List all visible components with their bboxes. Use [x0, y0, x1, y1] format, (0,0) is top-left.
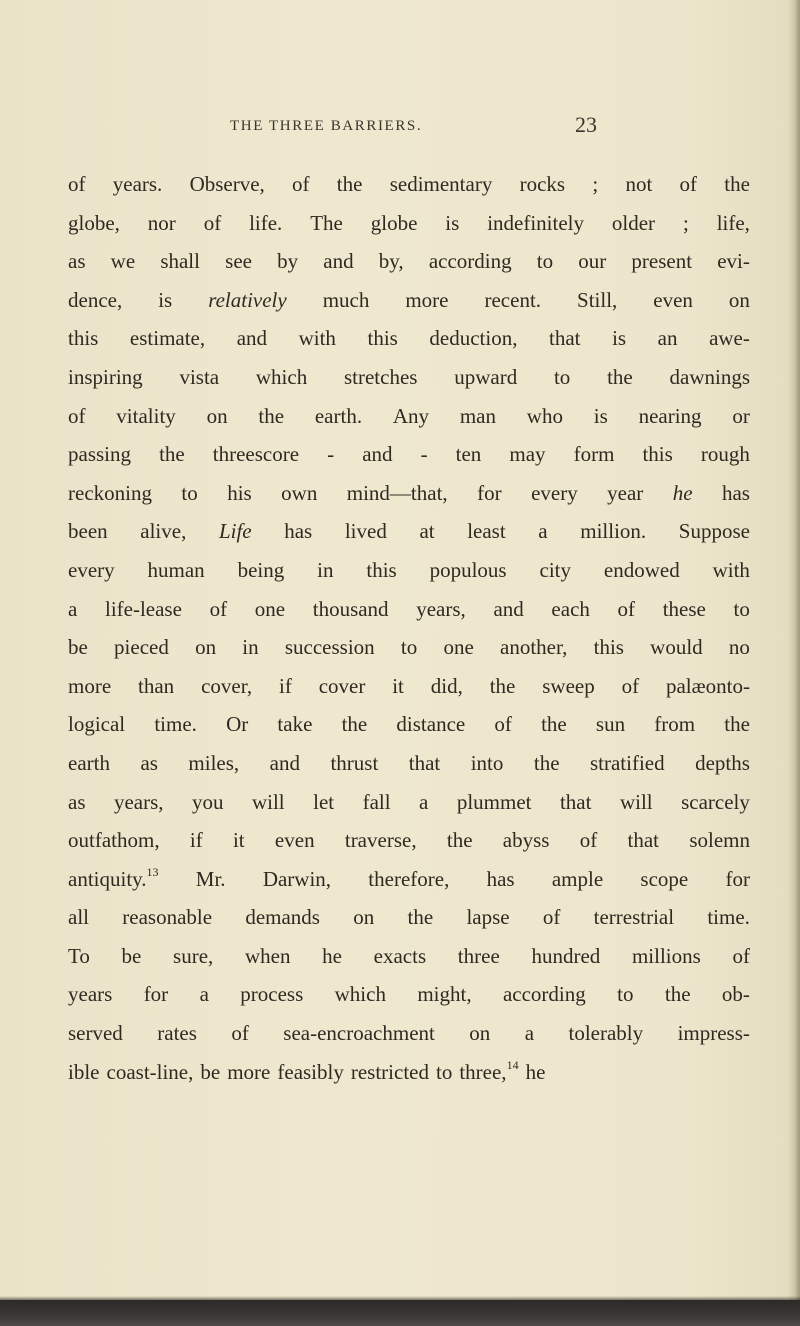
- word: earth.: [314, 403, 363, 428]
- word: Observe,: [189, 172, 265, 196]
- word: the: [541, 712, 567, 737]
- word: if: [189, 828, 203, 853]
- word: the: [159, 442, 185, 467]
- footnote-marker: 13: [146, 864, 159, 879]
- word: and: [323, 249, 354, 274]
- word: who: [526, 403, 563, 428]
- word: impress-: [677, 1021, 750, 1046]
- word: every: [531, 480, 578, 505]
- text-line: [68, 590, 750, 629]
- word: been: [68, 519, 108, 544]
- word: by: [277, 249, 299, 274]
- word: form: [573, 442, 615, 467]
- word: To: [68, 943, 90, 968]
- word: and: [362, 442, 393, 467]
- word: which: [255, 364, 308, 389]
- word: indefinitely: [487, 210, 585, 235]
- word: for: [725, 866, 750, 891]
- word: a: [199, 982, 209, 1007]
- word: another,: [500, 635, 568, 660]
- word: which: [334, 982, 386, 1007]
- word: you: [192, 789, 224, 814]
- word: a: [419, 789, 429, 814]
- word: he: [525, 1059, 546, 1084]
- word: Still,: [577, 287, 618, 312]
- text-line: [68, 242, 750, 281]
- word: evi-: [717, 249, 750, 274]
- word: one: [443, 635, 474, 660]
- word: own: [281, 480, 318, 505]
- word: will: [619, 789, 653, 814]
- word: therefore,: [368, 866, 450, 891]
- word: in: [317, 557, 334, 582]
- text-line: [68, 474, 750, 513]
- word: he: [322, 943, 342, 968]
- text-line: [68, 551, 750, 590]
- word: all: [68, 905, 89, 930]
- word: time.: [154, 712, 197, 737]
- word: the: [533, 750, 560, 775]
- word: and: [236, 326, 268, 351]
- word: three,$^{14}$: [459, 1057, 519, 1084]
- text-line: [68, 821, 750, 860]
- text-line: [68, 1014, 750, 1053]
- word: by,: [378, 249, 404, 274]
- scan-bottom-edge: [0, 1300, 800, 1326]
- word: with: [298, 326, 336, 351]
- word: will: [251, 789, 285, 814]
- word: life.: [249, 210, 283, 235]
- word: ;: [682, 210, 689, 235]
- word: life-lease: [104, 596, 182, 621]
- text-line: [68, 667, 750, 706]
- word: this: [366, 557, 397, 582]
- word: a: [524, 1021, 535, 1046]
- word: it: [392, 673, 404, 698]
- body-text: [68, 165, 750, 1091]
- word: logical: [68, 712, 126, 737]
- word: man: [459, 403, 496, 428]
- word: we: [110, 249, 136, 274]
- word: according: [502, 982, 586, 1007]
- word: sea-encroachment: [283, 1021, 435, 1046]
- word: has: [721, 480, 750, 505]
- word: more: [68, 673, 112, 698]
- text-line: [68, 1053, 750, 1092]
- word: reasonable: [122, 905, 213, 930]
- word: and: [269, 750, 300, 775]
- word: on: [353, 905, 375, 930]
- word: sure,: [173, 943, 214, 968]
- word: is: [593, 403, 608, 428]
- word: the: [341, 712, 368, 737]
- word: be: [200, 1059, 221, 1084]
- word: traverse,: [344, 828, 417, 853]
- word: ible: [68, 1059, 100, 1084]
- running-head: THE THREE BARRIERS.: [230, 118, 423, 134]
- word: recent.: [484, 287, 542, 312]
- word: on: [206, 403, 228, 428]
- word: demands: [245, 905, 320, 930]
- text-line: [68, 628, 750, 667]
- word: and: [493, 596, 524, 621]
- word: stratified: [589, 750, 665, 775]
- word: vista: [179, 364, 220, 389]
- word: cover: [318, 673, 366, 698]
- word: of: [732, 943, 750, 968]
- word: even: [274, 828, 315, 853]
- word: years.: [112, 172, 163, 196]
- word: served: [68, 1021, 123, 1046]
- text-line: [68, 860, 750, 899]
- word: the: [336, 172, 363, 196]
- word: process: [240, 982, 304, 1007]
- text-line: [68, 358, 750, 397]
- word: more: [227, 1059, 271, 1084]
- word: alive,: [140, 519, 187, 544]
- word: mind—that,: [346, 480, 448, 505]
- word: million.: [580, 519, 647, 544]
- word: lapse: [466, 905, 510, 930]
- word: cover,: [201, 673, 253, 698]
- word: more: [405, 287, 449, 312]
- word: populous: [429, 557, 507, 582]
- word: rocks: [519, 172, 566, 196]
- word: would: [650, 635, 703, 660]
- word: on: [195, 635, 217, 660]
- word: in: [242, 635, 259, 660]
- word: as: [68, 789, 86, 814]
- word: to: [536, 249, 554, 274]
- word: globe: [370, 210, 418, 235]
- word: no: [728, 635, 750, 660]
- word: to: [553, 364, 571, 389]
- word: scope: [640, 866, 689, 891]
- text-line: [68, 705, 750, 744]
- word: the: [724, 712, 750, 737]
- word: exacts: [373, 943, 427, 968]
- word: for: [477, 480, 502, 505]
- word: did,: [430, 673, 463, 698]
- word: awe-: [709, 326, 750, 351]
- word: of: [68, 403, 86, 428]
- word: threescore: [212, 442, 300, 467]
- word: the: [407, 905, 434, 930]
- word: vitality: [116, 403, 176, 428]
- word: to: [181, 480, 198, 505]
- text-line: [68, 898, 750, 937]
- word: three: [457, 943, 500, 968]
- word: these: [662, 596, 706, 621]
- word: Mr.: [195, 866, 226, 891]
- word: an: [657, 326, 678, 351]
- word: hundred: [531, 943, 601, 968]
- word: terrestrial: [593, 905, 675, 930]
- word: dence,: [68, 287, 123, 312]
- word: as: [140, 750, 158, 775]
- word: ;: [592, 172, 599, 196]
- word: from: [654, 712, 696, 737]
- word: according: [428, 249, 512, 274]
- word: succession: [284, 635, 375, 660]
- word: this: [68, 326, 99, 351]
- word: years,: [113, 789, 164, 814]
- text-line: [68, 783, 750, 822]
- word: coast-line,: [106, 1059, 194, 1084]
- word: -: [420, 442, 428, 467]
- word: this: [593, 635, 624, 660]
- word: reckoning: [68, 480, 152, 505]
- word: antiquity.$^{13}$: [68, 864, 159, 891]
- word: being: [237, 557, 285, 582]
- word: has: [486, 866, 515, 891]
- word: The: [310, 210, 343, 235]
- word: for: [143, 982, 169, 1007]
- word: sun: [595, 712, 626, 737]
- word: present: [631, 249, 693, 274]
- word: palæonto-: [665, 673, 750, 698]
- word: the: [258, 403, 285, 428]
- text-line: [68, 512, 750, 551]
- word: on: [728, 287, 750, 312]
- word: abyss: [502, 828, 550, 853]
- word: -: [327, 442, 335, 467]
- word: years,: [416, 596, 466, 621]
- word: our: [578, 249, 607, 274]
- text-line: [68, 975, 750, 1014]
- word: to: [400, 635, 418, 660]
- word: of: [231, 1021, 249, 1046]
- word: with: [712, 557, 750, 582]
- word: be: [121, 943, 142, 968]
- text-line: [68, 435, 750, 474]
- word: of: [621, 673, 640, 698]
- word: than: [138, 673, 175, 698]
- word: take: [277, 712, 313, 737]
- word: city: [539, 557, 571, 582]
- word: estimate,: [129, 326, 206, 351]
- word: life,: [716, 210, 750, 235]
- page-header: [0, 112, 800, 142]
- word: a: [68, 596, 78, 621]
- word: the: [489, 673, 516, 698]
- word: on: [469, 1021, 491, 1046]
- word: the: [446, 828, 473, 853]
- word: at: [419, 519, 435, 544]
- word: nearing: [638, 403, 702, 428]
- word: ten: [455, 442, 482, 467]
- word: dawnings: [669, 364, 750, 389]
- word: ample: [551, 866, 604, 891]
- word: passing: [68, 442, 131, 467]
- word: that: [627, 828, 660, 853]
- word: into: [470, 750, 504, 775]
- word: year: [607, 480, 644, 505]
- word: that: [559, 789, 592, 814]
- word: ob-: [721, 982, 750, 1007]
- word: rough: [700, 442, 750, 467]
- word: to: [435, 1059, 453, 1084]
- word: or: [732, 403, 750, 428]
- word: upward: [454, 364, 518, 389]
- word: has: [284, 519, 313, 544]
- text-line: [68, 204, 750, 243]
- word: much: [322, 287, 370, 312]
- footnote-marker: 14: [506, 1057, 519, 1072]
- word: time.: [707, 905, 750, 930]
- word: Darwin,: [262, 866, 332, 891]
- word: of: [494, 712, 512, 737]
- text-line: [68, 165, 750, 204]
- word: his: [227, 480, 252, 505]
- word: sedimentary: [389, 172, 493, 196]
- word: of: [579, 828, 598, 853]
- word: of: [68, 172, 86, 196]
- word: pieced: [114, 635, 169, 660]
- word: Life: [218, 519, 252, 544]
- word: thousand: [312, 596, 389, 621]
- word: shall: [160, 249, 200, 274]
- word: distance: [396, 712, 466, 737]
- word: every: [68, 557, 115, 582]
- word: globe,: [68, 210, 120, 235]
- word: each: [551, 596, 590, 621]
- page-number: 23: [575, 112, 597, 137]
- word: scarcely: [681, 789, 750, 814]
- word: plummet: [456, 789, 532, 814]
- word: of: [292, 172, 310, 196]
- word: rates: [157, 1021, 197, 1046]
- word: stretches: [343, 364, 418, 389]
- word: restricted: [350, 1059, 429, 1084]
- word: Any: [392, 403, 430, 428]
- word: that: [408, 750, 441, 775]
- word: be: [68, 635, 88, 660]
- word: is: [158, 287, 173, 312]
- word: the: [664, 982, 691, 1007]
- word: Or: [226, 712, 249, 737]
- word: the: [724, 172, 750, 196]
- word: older: [611, 210, 656, 235]
- text-line: [68, 281, 750, 320]
- word: even: [653, 287, 693, 312]
- text-line: [68, 397, 750, 436]
- word: Suppose: [678, 519, 750, 544]
- word: the: [607, 364, 633, 389]
- word: relatively: [208, 287, 287, 312]
- word: thrust: [330, 750, 379, 775]
- word: miles,: [188, 750, 240, 775]
- word: of: [209, 596, 228, 621]
- word: a: [538, 519, 548, 544]
- word: inspiring: [68, 364, 143, 389]
- word: when: [244, 943, 291, 968]
- word: of: [679, 172, 698, 196]
- word: this: [642, 442, 673, 467]
- word: is: [445, 210, 460, 235]
- word: that: [549, 326, 581, 351]
- word: he: [672, 480, 693, 505]
- word: not: [625, 172, 653, 196]
- word: solemn: [689, 828, 750, 853]
- word: may: [509, 442, 546, 467]
- word: years: [68, 982, 113, 1007]
- word: this: [367, 326, 398, 351]
- text-line: [68, 319, 750, 358]
- word: of: [542, 905, 561, 930]
- word: lived: [344, 519, 387, 544]
- word: nor: [147, 210, 176, 235]
- word: it: [232, 828, 245, 853]
- word: least: [467, 519, 506, 544]
- word: of: [617, 596, 636, 621]
- word: is: [612, 326, 627, 351]
- word: depths: [695, 750, 750, 775]
- word: outfathom,: [68, 828, 160, 853]
- word: one: [254, 596, 286, 621]
- word: see: [225, 249, 252, 274]
- word: deduction,: [429, 326, 518, 351]
- word: tolerably: [568, 1021, 644, 1046]
- word: feasibly: [277, 1059, 344, 1084]
- text-line: [68, 744, 750, 783]
- word: might,: [417, 982, 472, 1007]
- word: of: [203, 210, 222, 235]
- word: millions: [631, 943, 701, 968]
- page-edge-shadow: [788, 0, 800, 1326]
- word: sweep: [542, 673, 595, 698]
- word: earth: [68, 750, 110, 775]
- word: as: [68, 249, 86, 274]
- word: fall: [362, 789, 391, 814]
- word: human: [147, 557, 205, 582]
- word: to: [733, 596, 750, 621]
- word: endowed: [603, 557, 680, 582]
- word: let: [313, 789, 335, 814]
- text-line: [68, 937, 750, 976]
- word: to: [617, 982, 634, 1007]
- word: if: [278, 673, 292, 698]
